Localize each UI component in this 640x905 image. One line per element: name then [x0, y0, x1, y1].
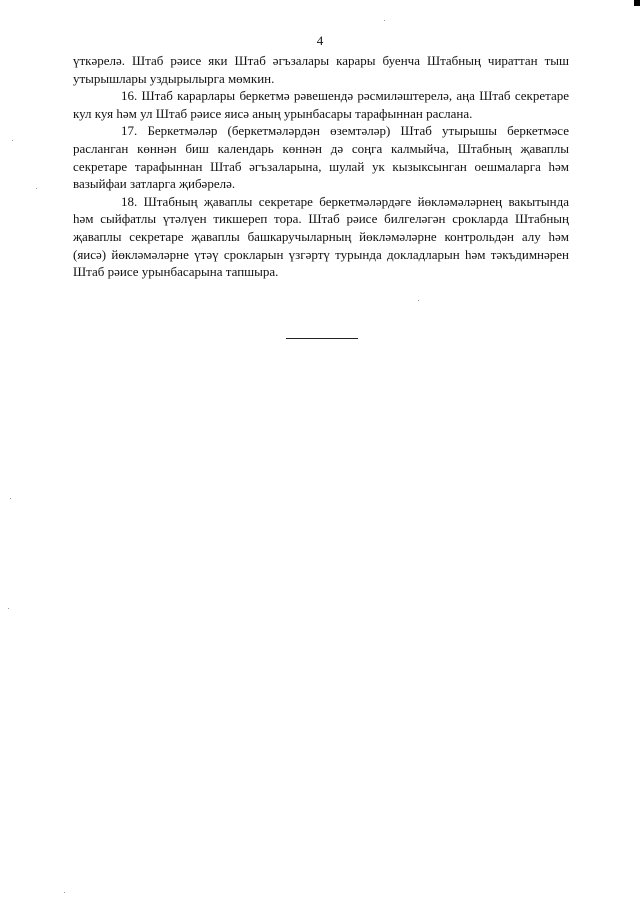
scan-speck — [418, 300, 419, 301]
document-end-rule — [286, 338, 358, 339]
paragraph-17: 17. Беркетмәләр (беркетмәләрдән өземтәләр) Штаб утырышы беркетмәсе расланган көннән биш календарь көннән дә соңга калмыйча, Штабның җаваплы секретаре тарафыннан Штаб әгъзаларына, шулай ук кызыксынган оешмаларга һәм вазыйфаи затларга җибәрелә. — [73, 123, 569, 192]
scan-speck — [36, 188, 37, 189]
scan-speck — [10, 498, 11, 499]
scan-speck — [64, 892, 65, 893]
scan-corner-mark — [634, 0, 640, 6]
document-body — [73, 52, 569, 281]
scan-speck — [384, 20, 385, 21]
paragraph-continuation: үткәрелә. Штаб рәисе яки Штаб әгъзалары карары буенча Штабның чираттан тыш утырышлары уздырылырга мөмкин. — [73, 53, 569, 86]
scan-speck — [8, 608, 9, 609]
paragraph-16: 16. Штаб карарлары беркетмә рәвешендә рәсмиләштерелә, аңа Штаб секретаре кул куя һәм ул Штаб рәисе яисә аның урынбасары тарафыннан раслана. — [73, 88, 569, 121]
paragraph-18: 18. Штабның җаваплы секретаре беркетмәләрдәге йөкләмәләрнең вакытында һәм сыйфатлы үтәлүен тикшереп тора. Штаб рәисе билгеләгән срокларда Штабның җаваплы секретаре җаваплы башкаручыларның йөкләмәләрне контрольдән алу һәм (яисә) йөкләмәләрне үтәү срокларын үзгәртү турында докладларын һәм тәкъдимнәрен Штаб рәисе урынбасарына тапшыра. — [73, 193, 569, 280]
page-number: 4 — [316, 33, 324, 48]
scan-speck — [12, 140, 13, 141]
